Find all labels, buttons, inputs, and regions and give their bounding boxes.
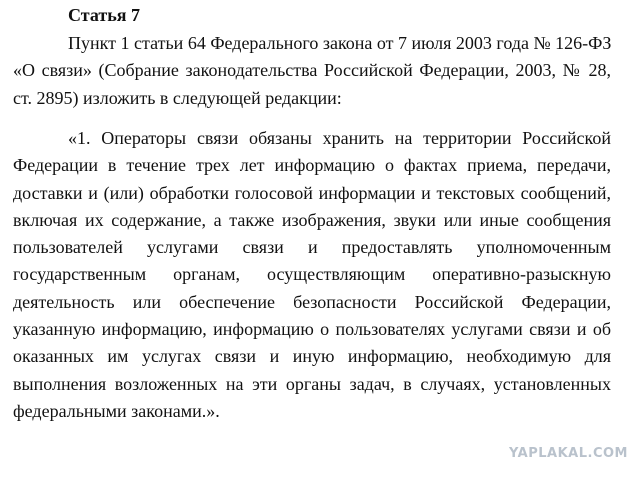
text-line: государственным органам, осуществляющим оперативно-разыскную <box>13 264 611 285</box>
text-line: Федерации в течение трех лет информацию о фактах приема, передачи, <box>13 155 611 176</box>
text-line: «О связи» (Собрание законодательства Российской Федерации, 2003, № 28, <box>13 60 611 81</box>
text-line: пользователей услугами связи и предоставлять уполномоченным <box>13 237 611 258</box>
text-line: оказанных им услугах связи и иную информацию, необходимую для <box>13 346 611 367</box>
text-line: выполнения возложенных на эти органы задач, в случаях, установленных <box>13 373 611 394</box>
text-line: федеральными законами.». <box>13 400 220 421</box>
site-watermark: YAPLAKAL.COM <box>509 446 628 461</box>
text-line: указанную информацию, информацию о пользователях услугами связи и об <box>13 319 611 340</box>
paragraph-intro <box>13 30 611 112</box>
text-line: «1. Операторы связи обязаны хранить на территории Российской <box>68 128 611 148</box>
text-line: Пункт 1 статьи 64 Федерального закона от 7 июля 2003 года № 126-ФЗ <box>68 33 612 53</box>
text-line: ст. 2895) изложить в следующей редакции: <box>13 87 342 108</box>
text-line: деятельность или обеспечение безопасности Российской Федерации, <box>13 291 611 312</box>
paragraph-amendment <box>13 125 611 425</box>
text-line: включая их содержание, а также изображения, звуки или иные сообщения <box>13 209 611 230</box>
article-heading: Статья 7 <box>68 5 140 25</box>
text-line: доставки и (или) обработки голосовой информации и текстовых сообщений, <box>13 182 611 203</box>
